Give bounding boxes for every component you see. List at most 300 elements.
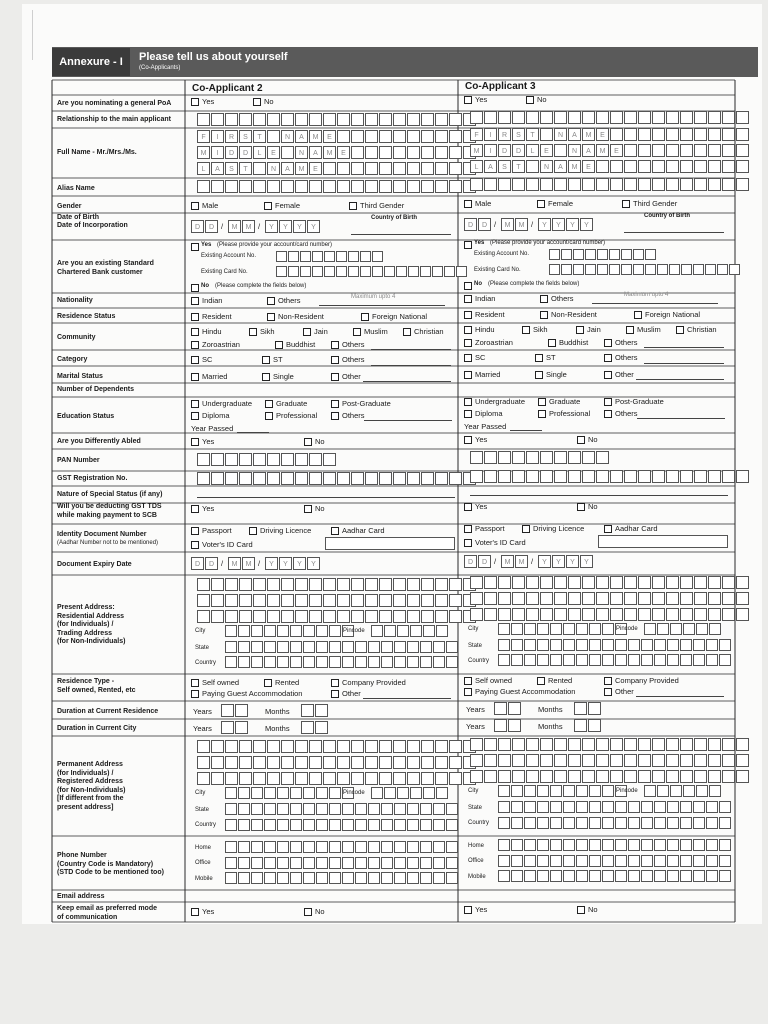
char-box[interactable] (666, 754, 679, 767)
char-box[interactable]: E (610, 144, 623, 157)
char-box[interactable] (407, 180, 420, 193)
char-box[interactable]: I (211, 130, 224, 143)
char-box[interactable] (394, 857, 406, 869)
char-box[interactable]: E (540, 144, 553, 157)
co2-dob-year[interactable] (265, 220, 321, 233)
char-box[interactable] (300, 251, 311, 262)
char-box[interactable] (267, 130, 280, 143)
co3-marital-married-checkbox[interactable] (464, 371, 472, 379)
char-box[interactable] (197, 472, 210, 485)
char-box[interactable] (355, 656, 367, 668)
char-box[interactable] (550, 623, 562, 635)
char-box[interactable] (680, 654, 692, 666)
char-box[interactable] (596, 470, 609, 483)
char-box[interactable] (329, 841, 341, 853)
char-box[interactable] (360, 251, 371, 262)
char-box[interactable] (524, 785, 536, 797)
char-box[interactable] (638, 608, 651, 621)
char-box[interactable] (435, 146, 448, 159)
char-box[interactable] (554, 592, 567, 605)
char-box[interactable] (736, 128, 749, 141)
co3-city-years[interactable] (494, 719, 522, 732)
char-box[interactable] (708, 770, 721, 783)
char-box[interactable] (238, 625, 250, 637)
co2-exp-month[interactable] (228, 557, 256, 570)
co3-comm-buddhist-checkbox[interactable] (548, 339, 556, 347)
char-box[interactable] (264, 656, 276, 668)
char-box[interactable] (484, 111, 497, 124)
char-box[interactable] (211, 113, 224, 126)
char-box[interactable] (694, 128, 707, 141)
char-box[interactable] (446, 841, 458, 853)
char-box[interactable] (540, 128, 553, 141)
char-box[interactable] (694, 144, 707, 157)
char-box[interactable] (693, 639, 705, 651)
char-box[interactable] (576, 801, 588, 813)
co3-comm-others-checkbox[interactable] (604, 339, 612, 347)
char-box[interactable] (708, 144, 721, 157)
char-box[interactable] (420, 841, 432, 853)
char-box[interactable] (379, 610, 392, 623)
char-box[interactable] (549, 249, 560, 260)
char-box[interactable] (498, 770, 511, 783)
char-box[interactable] (561, 264, 572, 275)
char-box[interactable] (421, 472, 434, 485)
char-box[interactable] (568, 470, 581, 483)
char-box[interactable] (645, 264, 656, 275)
co3-perm-line2[interactable] (470, 754, 750, 767)
char-box[interactable] (225, 610, 238, 623)
char-box[interactable] (563, 839, 575, 851)
char-box[interactable] (628, 817, 640, 829)
co2-gender-male-checkbox[interactable] (191, 202, 199, 210)
char-box[interactable] (355, 641, 367, 653)
co2-dob-month[interactable] (228, 220, 256, 233)
char-box[interactable] (573, 249, 584, 260)
char-box[interactable] (624, 111, 637, 124)
co2-existing-no-checkbox[interactable] (191, 284, 199, 292)
char-box[interactable]: A (281, 162, 294, 175)
char-box[interactable] (288, 251, 299, 262)
char-box[interactable] (657, 264, 668, 275)
char-box[interactable] (624, 470, 637, 483)
co2-edu-professional-checkbox[interactable] (265, 412, 273, 420)
char-box[interactable] (253, 740, 266, 753)
char-box[interactable] (251, 656, 263, 668)
char-box[interactable] (381, 641, 393, 653)
co2-abled-no-checkbox[interactable] (304, 438, 312, 446)
char-box[interactable] (722, 128, 735, 141)
char-box[interactable]: N (554, 128, 567, 141)
char-box[interactable] (381, 872, 393, 884)
char-box[interactable] (666, 608, 679, 621)
char-box[interactable] (365, 162, 378, 175)
char-box[interactable] (708, 470, 721, 483)
char-box[interactable] (433, 803, 445, 815)
char-box[interactable] (576, 817, 588, 829)
char-box[interactable] (421, 740, 434, 753)
char-box[interactable] (624, 592, 637, 605)
char-box[interactable] (554, 144, 567, 157)
char-box[interactable] (239, 113, 252, 126)
char-box[interactable] (368, 857, 380, 869)
char-box[interactable] (267, 472, 280, 485)
co3-phone-office[interactable] (498, 855, 732, 867)
char-box[interactable]: D (239, 146, 252, 159)
char-box[interactable] (303, 787, 315, 799)
char-box[interactable] (365, 113, 378, 126)
co3-restype-other-checkbox[interactable] (604, 688, 612, 696)
char-box[interactable] (337, 130, 350, 143)
co3-res-years[interactable] (494, 702, 522, 715)
char-box[interactable] (693, 817, 705, 829)
char-box[interactable] (576, 785, 588, 797)
char-box[interactable] (295, 180, 308, 193)
char-box[interactable] (239, 180, 252, 193)
char-box[interactable] (511, 785, 523, 797)
char-box[interactable] (238, 641, 250, 653)
char-box[interactable] (498, 623, 510, 635)
char-box[interactable]: E (582, 160, 595, 173)
char-box[interactable] (264, 872, 276, 884)
char-box[interactable] (351, 472, 364, 485)
char-box[interactable] (290, 787, 302, 799)
char-box[interactable] (324, 251, 335, 262)
co2-city-months[interactable] (301, 721, 329, 734)
co2-restype-rented-checkbox[interactable] (264, 679, 272, 687)
co2-comm-buddhist-checkbox[interactable] (275, 341, 283, 349)
char-box[interactable] (498, 451, 511, 464)
char-box[interactable]: F (197, 130, 210, 143)
char-box[interactable] (484, 770, 497, 783)
char-box[interactable] (597, 264, 608, 275)
co3-first-name-boxes[interactable] (470, 128, 750, 141)
char-box[interactable] (624, 576, 637, 589)
char-box[interactable] (309, 740, 322, 753)
char-box[interactable] (433, 872, 445, 884)
char-box[interactable] (277, 625, 289, 637)
char-box[interactable] (641, 817, 653, 829)
char-box[interactable] (281, 756, 294, 769)
char-box[interactable] (694, 160, 707, 173)
char-box[interactable] (657, 623, 669, 635)
char-box[interactable] (239, 772, 252, 785)
char-box[interactable] (397, 787, 409, 799)
char-box[interactable]: M (323, 146, 336, 159)
char-box[interactable] (596, 160, 609, 173)
char-box[interactable] (421, 610, 434, 623)
char-box[interactable] (225, 787, 237, 799)
char-box[interactable] (526, 738, 539, 751)
char-box[interactable] (680, 870, 692, 882)
char-box[interactable] (423, 625, 435, 637)
char-box[interactable]: A (568, 128, 581, 141)
char-box[interactable] (589, 801, 601, 813)
co2-last-name-boxes[interactable] (197, 162, 477, 175)
char-box[interactable] (372, 251, 383, 262)
char-box[interactable] (470, 111, 483, 124)
co2-edu-undergrad-checkbox[interactable] (191, 400, 199, 408)
co3-perm-city[interactable] (498, 785, 628, 797)
char-box[interactable] (526, 770, 539, 783)
char-box[interactable] (680, 738, 693, 751)
char-box[interactable]: M (197, 146, 210, 159)
char-box[interactable] (433, 641, 445, 653)
char-box[interactable] (433, 656, 445, 668)
char-box[interactable] (267, 740, 280, 753)
char-box[interactable] (281, 578, 294, 591)
char-box[interactable]: I (484, 144, 497, 157)
co2-edu-graduate-checkbox[interactable] (265, 400, 273, 408)
char-box[interactable] (638, 470, 651, 483)
char-box[interactable]: M (470, 144, 483, 157)
char-box[interactable] (694, 178, 707, 191)
char-box[interactable]: L (470, 160, 483, 173)
char-box[interactable] (281, 472, 294, 485)
char-box[interactable] (316, 857, 328, 869)
char-box[interactable] (576, 870, 588, 882)
co2-nationality-indian-checkbox[interactable] (191, 297, 199, 305)
char-box[interactable] (576, 639, 588, 651)
char-box[interactable] (696, 785, 708, 797)
co3-present-city[interactable] (498, 623, 628, 635)
char-box[interactable] (554, 576, 567, 589)
char-box[interactable] (197, 756, 210, 769)
char-box[interactable] (407, 772, 420, 785)
char-box[interactable] (694, 770, 707, 783)
char-box[interactable] (554, 738, 567, 751)
char-box[interactable] (251, 841, 263, 853)
char-box[interactable]: Y (552, 218, 565, 231)
char-box[interactable] (706, 870, 718, 882)
char-box[interactable] (449, 146, 462, 159)
char-box[interactable] (537, 817, 549, 829)
char-box[interactable] (277, 872, 289, 884)
co2-cat-sc-checkbox[interactable] (191, 356, 199, 364)
co3-existing-no-checkbox[interactable] (464, 282, 472, 290)
char-box[interactable] (524, 855, 536, 867)
char-box[interactable] (717, 264, 728, 275)
char-box[interactable] (654, 817, 666, 829)
char-box[interactable] (568, 738, 581, 751)
char-box[interactable]: D (205, 557, 218, 570)
char-box[interactable] (681, 264, 692, 275)
char-box[interactable] (680, 801, 692, 813)
char-box[interactable] (281, 594, 294, 607)
char-box[interactable] (449, 740, 462, 753)
char-box[interactable] (337, 610, 350, 623)
char-box[interactable] (421, 756, 434, 769)
char-box[interactable]: M (228, 220, 241, 233)
char-box[interactable] (309, 772, 322, 785)
char-box[interactable] (498, 839, 510, 851)
char-box[interactable] (680, 576, 693, 589)
co2-perm-line1[interactable] (197, 740, 477, 753)
co3-pan-boxes[interactable] (470, 451, 610, 464)
char-box[interactable] (323, 162, 336, 175)
char-box[interactable] (368, 819, 380, 831)
char-box[interactable] (301, 704, 314, 717)
char-box[interactable] (267, 594, 280, 607)
co3-res-foreign-checkbox[interactable] (634, 311, 642, 319)
char-box[interactable] (722, 144, 735, 157)
char-box[interactable]: M (242, 220, 255, 233)
char-box[interactable] (267, 772, 280, 785)
char-box[interactable] (652, 754, 665, 767)
char-box[interactable]: D (225, 146, 238, 159)
co3-existing-yes-checkbox[interactable] (464, 241, 472, 249)
char-box[interactable] (610, 738, 623, 751)
char-box[interactable] (633, 264, 644, 275)
char-box[interactable] (444, 266, 455, 277)
char-box[interactable] (641, 654, 653, 666)
char-box[interactable] (238, 803, 250, 815)
char-box[interactable] (371, 787, 383, 799)
co3-phone-mobile[interactable] (498, 870, 732, 882)
co3-alias-boxes[interactable] (470, 178, 750, 191)
char-box[interactable]: D (464, 555, 477, 568)
char-box[interactable] (337, 472, 350, 485)
char-box[interactable]: T (526, 128, 539, 141)
char-box[interactable] (309, 756, 322, 769)
char-box[interactable] (410, 625, 422, 637)
char-box[interactable]: M (596, 144, 609, 157)
char-box[interactable] (550, 654, 562, 666)
co3-id-voter-checkbox[interactable] (464, 539, 472, 547)
char-box[interactable] (563, 785, 575, 797)
char-box[interactable] (393, 146, 406, 159)
char-box[interactable] (446, 857, 458, 869)
char-box[interactable] (323, 113, 336, 126)
char-box[interactable] (251, 819, 263, 831)
char-box[interactable] (235, 721, 248, 734)
char-box[interactable] (315, 704, 328, 717)
char-box[interactable] (397, 625, 409, 637)
co3-restype-company-checkbox[interactable] (604, 677, 612, 685)
char-box[interactable] (303, 872, 315, 884)
char-box[interactable] (277, 857, 289, 869)
co3-edu-other-checkbox[interactable] (604, 410, 612, 418)
co3-exp-year[interactable] (538, 555, 594, 568)
char-box[interactable] (615, 870, 627, 882)
char-box[interactable] (540, 178, 553, 191)
char-box[interactable] (290, 819, 302, 831)
char-box[interactable] (281, 610, 294, 623)
co3-perm-state[interactable] (498, 801, 732, 813)
char-box[interactable] (253, 610, 266, 623)
char-box[interactable] (680, 160, 693, 173)
char-box[interactable] (408, 266, 419, 277)
char-box[interactable] (624, 128, 637, 141)
char-box[interactable] (540, 592, 553, 605)
co2-gsttds-no-checkbox[interactable] (304, 505, 312, 513)
char-box[interactable] (652, 770, 665, 783)
char-box[interactable] (435, 472, 448, 485)
char-box[interactable] (449, 594, 462, 607)
char-box[interactable] (683, 785, 695, 797)
char-box[interactable] (722, 111, 735, 124)
co2-present-pincode[interactable] (371, 625, 449, 637)
char-box[interactable] (290, 803, 302, 815)
char-box[interactable] (420, 656, 432, 668)
char-box[interactable] (225, 113, 238, 126)
char-box[interactable] (511, 801, 523, 813)
char-box[interactable] (446, 819, 458, 831)
char-box[interactable] (484, 592, 497, 605)
char-box[interactable] (680, 639, 692, 651)
char-box[interactable] (355, 803, 367, 815)
char-box[interactable] (379, 578, 392, 591)
char-box[interactable] (736, 144, 749, 157)
char-box[interactable] (351, 162, 364, 175)
char-box[interactable] (694, 576, 707, 589)
char-box[interactable] (736, 178, 749, 191)
char-box[interactable] (393, 594, 406, 607)
char-box[interactable] (365, 146, 378, 159)
char-box[interactable] (708, 576, 721, 589)
char-box[interactable] (667, 639, 679, 651)
char-box[interactable] (498, 855, 510, 867)
char-box[interactable] (666, 576, 679, 589)
char-box[interactable] (624, 754, 637, 767)
char-box[interactable] (589, 654, 601, 666)
char-box[interactable] (498, 639, 510, 651)
char-box[interactable] (585, 264, 596, 275)
co2-present-country[interactable] (225, 656, 459, 668)
char-box[interactable] (449, 113, 462, 126)
char-box[interactable] (554, 754, 567, 767)
char-box[interactable] (449, 756, 462, 769)
char-box[interactable] (498, 608, 511, 621)
char-box[interactable] (393, 578, 406, 591)
co2-cat-others-checkbox[interactable] (331, 356, 339, 364)
char-box[interactable] (329, 819, 341, 831)
char-box[interactable] (498, 111, 511, 124)
char-box[interactable] (238, 656, 250, 668)
co2-present-line1[interactable] (197, 578, 477, 591)
co2-email-no-checkbox[interactable] (304, 908, 312, 916)
char-box[interactable] (680, 608, 693, 621)
char-box[interactable] (323, 453, 336, 466)
char-box[interactable] (420, 819, 432, 831)
char-box[interactable] (582, 576, 595, 589)
co3-perm-country[interactable] (498, 817, 732, 829)
co3-abled-no-checkbox[interactable] (577, 436, 585, 444)
char-box[interactable] (610, 576, 623, 589)
char-box[interactable] (511, 639, 523, 651)
char-box[interactable] (336, 251, 347, 262)
co3-perm-line1[interactable] (470, 738, 750, 751)
char-box[interactable] (615, 855, 627, 867)
char-box[interactable] (706, 654, 718, 666)
char-box[interactable] (309, 594, 322, 607)
char-box[interactable]: S (498, 160, 511, 173)
char-box[interactable] (264, 641, 276, 653)
co2-res-non-resident-checkbox[interactable] (267, 313, 275, 321)
char-box[interactable] (574, 702, 587, 715)
char-box[interactable] (239, 594, 252, 607)
char-box[interactable] (540, 608, 553, 621)
char-box[interactable] (225, 772, 238, 785)
char-box[interactable] (498, 654, 510, 666)
char-box[interactable] (355, 872, 367, 884)
co2-restype-company-checkbox[interactable] (331, 679, 339, 687)
char-box[interactable] (197, 740, 210, 753)
char-box[interactable] (225, 453, 238, 466)
char-box[interactable] (602, 623, 614, 635)
char-box[interactable] (693, 264, 704, 275)
char-box[interactable] (433, 857, 445, 869)
